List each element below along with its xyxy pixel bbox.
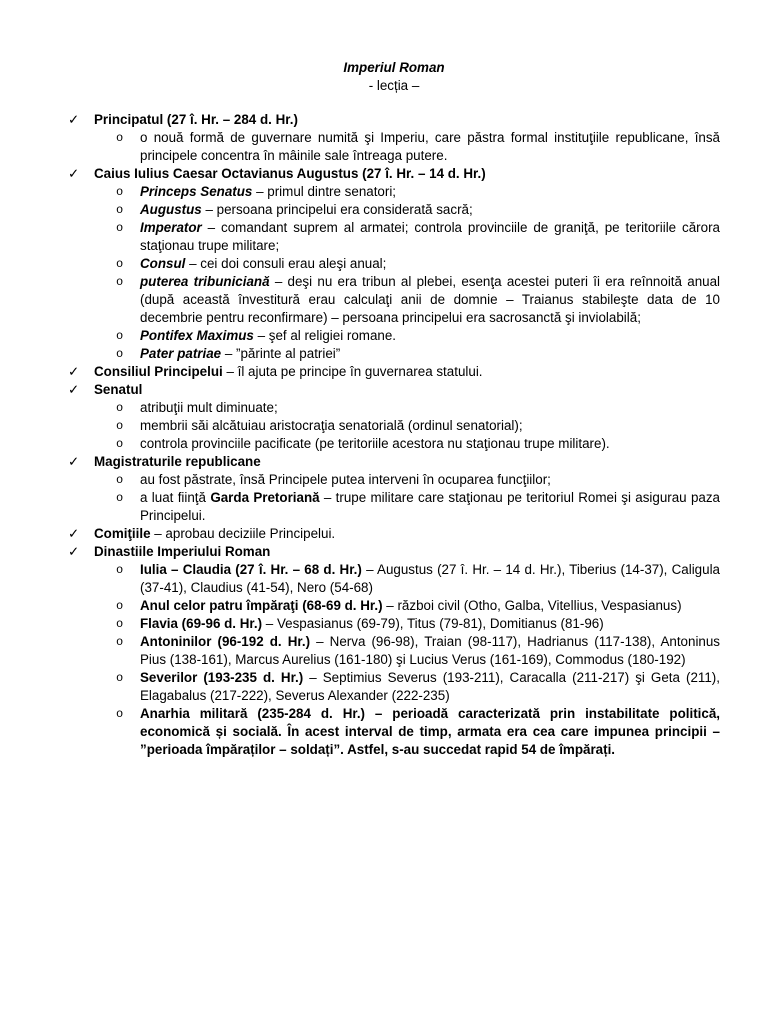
list-item [116,417,720,435]
item-term: Princeps Senatus [140,184,253,199]
item-prefix: a luat fiinţă [140,490,211,505]
document-subtitle: - lecția – [368,78,420,93]
document-body [68,111,720,759]
section-s7 [68,543,720,561]
circle-bullet-icon: o [116,491,124,505]
checkmark-icon: ✓ [68,526,80,541]
circle-bullet-icon: o [116,671,124,685]
list-item [116,633,721,669]
checkmark-icon: ✓ [68,382,80,397]
checkmark-icon: ✓ [68,166,80,181]
list-item [116,345,720,363]
section-s6 [68,525,720,543]
item-text: – deşi nu era tribun al plebei, esenţa acestei puteri îi era reînnoită anual (după această învestitură erau calculaţi anii de domnie – Traianus stabileşte data de 10 decembrie pentru reconfirmare) – persoana principelui era sacrosanctă şi inviolabilă; [140,274,721,325]
item-term: Pontifex Maximus [140,328,254,343]
item-text: – Augustus (27 î. Hr. – 14 d. Hr.), Tiberius (14-37), Caligula (37-41), Claudius (41-54), Nero (54-68) [140,562,721,595]
list-item [116,471,720,489]
list-item [116,273,721,327]
list-item [116,255,720,273]
circle-bullet-icon: o [116,437,124,451]
list-item [116,669,720,705]
section-heading: Dinastiile Imperiului Roman [94,544,271,559]
circle-bullet-icon: o [116,221,124,235]
item-bold: Severilor (193-235 d. Hr.) [140,670,304,685]
circle-bullet-icon: o [116,347,124,361]
list-item [116,597,720,615]
circle-bullet-icon: o [116,419,124,433]
checkmark-icon: ✓ [68,112,80,127]
item-text: – Nerva (96-98), Traian (98-117), Hadrianus (117-138), Antoninus Pius (138-161), Marcus Aurelius (161-180) şi Lucius Verus (161-169), Commodus (180-192) [140,634,721,667]
checkmark-icon: ✓ [68,364,80,379]
list-item [116,183,720,201]
section-s5 [68,453,720,471]
circle-bullet-icon: o [116,131,124,145]
item-text: au fost păstrate, însă Principele putea interveni în ocuparea funcţiilor; [140,472,551,487]
section-heading: Magistraturile republicane [94,454,261,469]
item-text: – război civil (Otho, Galba, Vitellius, Vespasianus) [382,598,682,613]
section-heading: Comiţiile [94,526,151,541]
circle-bullet-icon: o [116,599,124,613]
list-item [116,327,720,345]
item-text: – şef al religiei romane. [253,328,397,343]
list-item [116,201,720,219]
list-item [116,129,720,165]
circle-bullet-icon: o [116,185,124,199]
checkmark-icon: ✓ [68,454,80,469]
section-heading: Caius Iulius Caesar Octavianus Augustus (27 î. Hr. – 14 d. Hr.) [94,166,486,181]
list-item [116,615,720,633]
section-heading: Principatul (27 î. Hr. – 284 d. Hr.) [94,112,298,127]
item-bold: Iulia – Claudia (27 î. Hr. – 68 d. Hr.) [140,562,362,577]
checkmark-icon: ✓ [68,544,80,559]
item-term: Consul [140,256,186,271]
section-heading: Consiliul Principelui [94,364,223,379]
circle-bullet-icon: o [116,617,124,631]
list-item [116,705,720,759]
item-bold: Flavia (69-96 d. Hr.) [140,616,263,631]
item-text: – Vespasianus (69-79), Titus (79-81), Domitianus (81-96) [262,616,604,631]
item-term: Augustus [140,202,202,217]
item-text: – comandant suprem al armatei; controla provinciile de graniţă, pe teritoriile cărora staţionau trupe militare; [140,220,720,253]
circle-bullet-icon: o [116,635,124,649]
list-item [116,561,721,597]
item-text: – Septimius Severus (193-211), Caracalla (211-217) şi Geta (211), Elagabalus (217-222), Severus Alexander (222-235) [140,670,720,703]
list-item [116,489,720,525]
circle-bullet-icon: o [116,401,124,415]
item-text: membrii săi alcătuiau aristocraţia senatorială (ordinul senatorial); [140,418,523,433]
item-term: Imperator [140,220,202,235]
item-term: puterea tribuniciană [140,274,270,289]
circle-bullet-icon: o [116,203,124,217]
item-text: o nouă formă de guvernare numită şi Imperiu, care păstra formal instituţiile republicane, însă principele concentra în mâinile sale întreaga putere. [140,130,720,163]
item-bold: Garda Pretoriană [210,490,320,505]
item-text: controla provinciile pacificate (pe teritoriile acestora nu staţionau trupe militare). [140,436,610,451]
document-title: Imperiul Roman [343,60,445,75]
item-text: atribuţii mult diminuate; [140,400,278,415]
circle-bullet-icon: o [116,473,124,487]
section-heading-tail: – îl ajuta pe principe în guvernarea statului. [222,364,483,379]
list-item [116,435,720,453]
item-text: – trupe militare care staţionau pe teritoriul Romei şi asigurau paza Principelui. [140,490,720,523]
item-bold: Antoninilor (96-192 d. Hr.) [140,634,311,649]
section-s2 [68,165,720,183]
circle-bullet-icon: o [116,257,124,271]
list-item [116,399,720,417]
circle-bullet-icon: o [116,707,124,721]
item-text: – ”părinte al patriei” [221,346,341,361]
item-bold-text: Anarhia militară (235-284 d. Hr.) – perioadă caracterizată prin instabilitate politică, economică și socială. În acest interval de timp, armata era cea care impunea principii – ”perioada împăraților – soldați”. Astfel, s-au succedat rapid 54 de împărați. [140,706,720,757]
circle-bullet-icon: o [116,275,124,289]
list-item [116,219,720,255]
section-s1 [68,111,720,129]
section-s3 [68,363,720,381]
section-heading: Senatul [94,382,143,397]
item-text: – primul dintre senatori; [252,184,397,199]
item-text: – persoana principelui era considerată sacră; [201,202,473,217]
section-heading-tail: – aprobau deciziile Principelui. [150,526,336,541]
circle-bullet-icon: o [116,329,124,343]
section-s4 [68,381,720,399]
item-text: – cei doi consuli erau aleşi anual; [185,256,387,271]
item-bold: Anul celor patru împăraţi (68-69 d. Hr.) [140,598,383,613]
item-term: Pater patriae [140,346,222,361]
circle-bullet-icon: o [116,563,124,577]
